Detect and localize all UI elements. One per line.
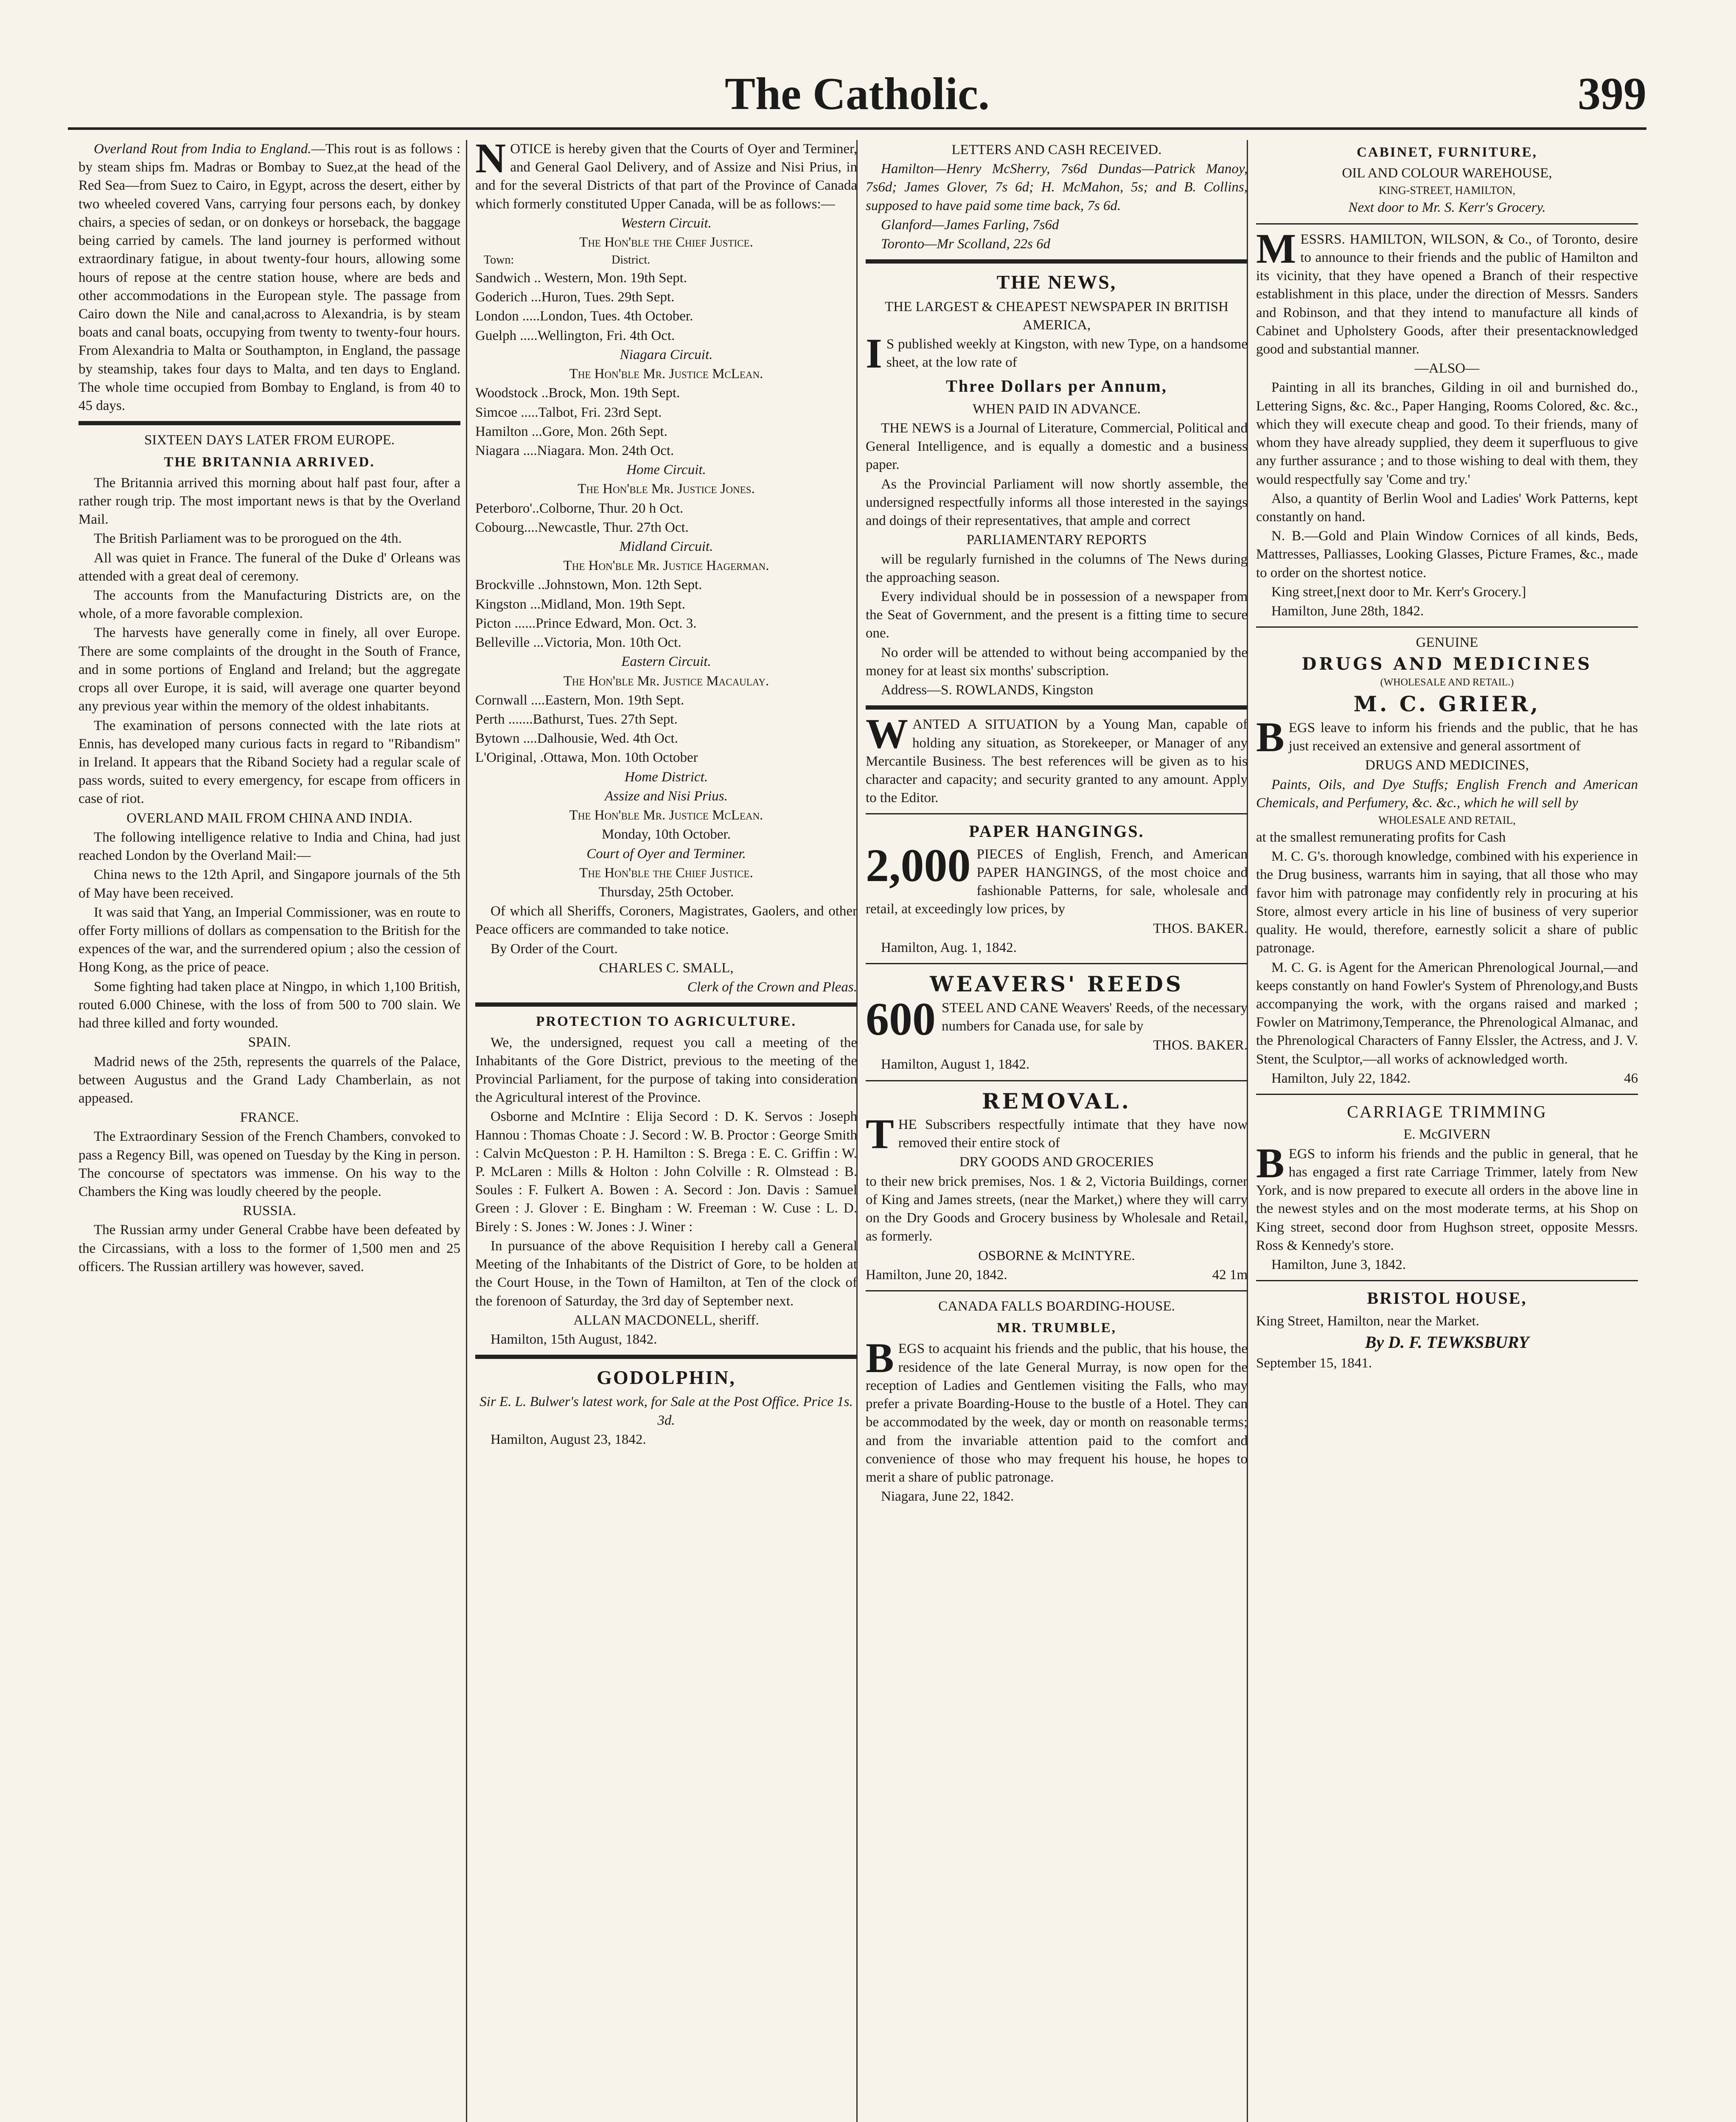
drop-cap: N [475,135,506,182]
paragraph: Address—S. ROWLANDS, Kingston [881,682,1094,698]
paragraph: The harvests have generally come in finely, all over Europe. There are some complaints of the drought in the South of France, and in some portions of England and Ireland; but the aggregate crops all over Europe, it is said, will average one quarter beyond any previous year within the memory of the oldest inhabitants. [79,625,460,714]
section-rule [1256,1280,1638,1281]
paragraph: The Russian army under General Crabbe have been defeated by the Circassians, with a loss to the former of 1,500 men and 25 officers. The Russian artillery was however, saved. [79,1222,460,1274]
home-rows [475,500,857,537]
column-2 [475,135,857,1450]
paragraph: Madrid news of the 25th, represents the quarrels of the Palace, between Augustus and the Grand Lady Chamberlain, as not appeased. [79,1054,460,1106]
paragraph: Toronto—Mr Scolland, 22s 6d [881,236,1051,252]
circuit-row: Cornwall ....Eastern, Mon. 19th Sept. [475,692,684,708]
circuit-row: Guelph .....Wellington, Fri. 4th Oct. [475,328,675,343]
page-number: 399 [1578,69,1646,119]
date-row [866,1266,1248,1284]
grier-heading: M. C. GRIER, [1353,691,1541,717]
judge-line: The Hon'ble Mr. Justice McLean. [569,808,763,823]
weavers-ad [866,993,1248,1045]
judge-line: The Hon'ble Mr. Justice Hagerman. [563,558,769,574]
overland-mail-heading: OVERLAND MAIL FROM CHINA AND INDIA. [126,810,412,826]
overland-article [79,140,460,415]
section-rule [79,421,460,425]
drop-cap: B [1256,713,1284,761]
date-line: Hamilton, June 28th, 1842. [1271,603,1424,619]
address-line: KING-STREET, HAMILTON, [1378,184,1516,197]
signature: ALLAN MACDONELL, sheriff. [573,1312,759,1328]
bristol-heading: BRISTOL HOUSE, [1367,1288,1527,1308]
section-rule [866,963,1248,964]
signature: THOS. BAKER. [1153,921,1248,936]
paragraph: M. C. G. is Agent for the American Phrenological Journal,—and keeps constantly on hand Fowler's System of Phrenology,and Busts accompanying the work, with the organs raised and marked ; Fowler on Matrimony,Temperance, the Phrenological Almanac, and the Phrenological Characters of Fanny Elssler, the Actress, and J. V. Stent, the Sculptor,—all works of acknowledged worth. [1256,960,1638,1067]
paragraph: will be regularly furnished in the columns of The News during the approaching season. [866,551,1248,585]
circuit-heading: Western Circuit. [621,215,712,231]
circuit-row: Brockville ..Johnstown, Mon. 12th Sept. [475,577,702,593]
masthead [68,51,1646,119]
ref-code: 46 [1624,1070,1638,1086]
wanted-ad [866,710,1248,807]
date-line: Hamilton, Aug. 1, 1842. [881,940,1017,955]
paragraph: King street,[next door to Mr. Kerr's Grocery.] [1271,584,1526,600]
column-3 [866,140,1248,1507]
paragraph: The Extraordinary Session of the French Chambers, convoked to pass a Regency Bill, was opened on Tuesday by the King in person. The concourse of spectators was immense. On his way to the Chambers the King was loudly cheered by the people. [79,1129,460,1200]
wholesale-line: WHOLESALE AND RETAIL, [1378,814,1516,826]
paragraph: The British Parliament was to be prorogued on the 4th. [94,531,402,547]
town-header: Town: [484,253,514,267]
circuit-row: L'Original, .Ottawa, Mon. 10th October [475,750,698,766]
drop-cap: W [866,710,908,758]
table-header [475,253,857,268]
removal-ad [866,1110,1248,1157]
date-line: September 15, 1841. [1256,1356,1372,1371]
paragraph: WHEN PAID IN ADVANCE. [972,401,1141,417]
godolphin-heading: GODOLPHIN, [597,1367,736,1389]
tewksbury-line: By D. F. TEWKSBURY [1365,1332,1529,1352]
circuit-row: Perth .......Bathurst, Tues. 27th Sept. [475,712,678,727]
paragraph: The following intelligence relative to India and China, had just reached London by the Overland Mail:— [79,829,460,864]
sixteen-days-heading: SIXTEEN DAYS LATER FROM EUROPE. [144,432,395,448]
paragraph: at the smallest remunerating profits for Cash [1256,829,1506,845]
carriage-heading: CARRIAGE TRIMMING [1347,1102,1547,1122]
paragraph: In pursuance of the above Requisition I hereby call a General Meeting of the Inhabitants of the District of Gore, to be holden at the Court House, in the Town of Hamilton, at Ten of the clock of the forenoon of Saturday, the 3rd day of September next. [475,1238,857,1309]
district-heading: Home District. [624,769,708,785]
paragraph: Osborne and McIntire : Elija Secord : D. K. Servos : Joseph Hannou : Thomas Choate : J. Secord : W. B. Proctor : George Smith : Calvin McQueston : P. H. Hamilton : S. Brega : E. C. Griffin : W. P. McLaren : Mills & Holton : John Colville : R. Olmstead : B. Soules : F. Fulkert A. Bowen : A. Secord : Jon. Davis : Samuel Green : J. Glover : E. Bingham : W. Freeman : W. Cuse : L. D. Birely : S. Jones : W. Jones : J. Winer : [475,1109,857,1235]
goods-heading: DRY GOODS AND GROCERIES [959,1154,1154,1170]
judge-line: The Hon'ble Mr. Justice McLean. [569,366,763,382]
masthead-rule [68,127,1646,130]
paper-heading: PAPER HANGINGS. [969,822,1144,841]
drugs-subheading: DRUGS AND MEDICINES, [1365,758,1529,773]
circuit-row: Kingston ...Midland, Mon. 19th Sept. [475,596,686,612]
paragraph: The accounts from the Manufacturing Districts are, on the whole, of a more favorable complexion. [79,588,460,622]
circuit-row: Woodstock ..Brock, Mon. 19th Sept. [475,385,680,401]
signature: OSBORNE & McINTYRE. [978,1248,1135,1263]
paragraph: N. B.—Gold and Plain Window Cornices of all kinds, Beds, Mattresses, Palliasses, Looking Glasses, Picture Frames, &c., made to order on the shortest notice. [1256,528,1638,581]
column-4 [1256,140,1638,1373]
paragraph: Glanford—James Farling, 7s6d [881,217,1059,233]
paragraph: Every individual should be in possession of a newspaper from the Seat of Government, and the present is a fitting time to secure one. [866,589,1248,641]
paragraph: Also, a quantity of Berlin Wool and Ladies' Work Patterns, kept constantly on hand. [1256,491,1638,525]
assize-heading: Assize and Nisi Prius. [605,788,728,804]
judge-line: The Hon'ble Mr. Justice Macaulay. [563,673,769,689]
court-heading: Court of Oyer and Terminer. [586,846,746,862]
date-line: Niagara, June 22, 1842. [881,1489,1014,1504]
district-header: District. [611,253,651,267]
paragraph: As the Provincial Parliament will now shortly assemble, the undersigned respectfully informs all those interested in the sayings and doings of their representatives, that ample and correct [866,476,1248,529]
judge-line: The Hon'ble the Chief Justice. [579,235,753,250]
paragraph: HE Subscribers respectfully intimate that they have now removed their entire stock of [898,1117,1248,1151]
circuit-row: Niagara ....Niagara. Mon. 24th Oct. [475,443,674,458]
section-rule [866,259,1248,264]
signature: THOS. BAKER. [1153,1038,1248,1053]
section-rule [866,1290,1248,1291]
price-line: Three Dollars per Annum, [946,376,1167,396]
circuit-row: Simcoe .....Talbot, Fri. 23rd Sept. [475,404,662,420]
circuit-heading: Home Circuit. [626,462,706,478]
date-line: Hamilton, August 1, 1842. [881,1057,1030,1072]
date-line: Hamilton, 15th August, 1842. [491,1332,657,1347]
paragraph: Hamilton—Henry McSherry, 7s6d Dundas—Patrick Manoy, 7s6d; James Glover, 7s 6d; H. McMahon, 5s; and B. Collins, supposed to have paid some time back, 7s 6d. [866,161,1248,213]
circuit-row: Belleville ...Victoria, Mon. 10th Oct. [475,635,681,651]
overland-title: Overland Rout from India to England. [94,141,311,157]
russia-heading: RUSSIA. [243,1203,296,1219]
circuit-heading: Eastern Circuit. [621,654,711,670]
judge-line: The Hon'ble Mr. Justice Jones. [578,481,755,497]
big-number: 600 [866,993,936,1045]
drop-cap: I [866,330,882,377]
circuit-row: Hamilton ...Gore, Mon. 26th Sept. [475,424,667,439]
wholesale-line: (WHOLESALE AND RETAIL.) [1380,676,1514,688]
circuit-row: Sandwich .. Western, Mon. 19th Sept. [475,270,687,286]
also-line: —ALSO— [1414,361,1480,376]
drop-cap: M [1256,225,1296,272]
paragraph: ESSRS. HAMILTON, WILSON, & Co., of Toronto, desire to announce to their friends and the public of Hamilton and its vicinity, that they have opened a Branch of their respective establishment in this place, under the direction of Messrs. Sanders and Robinson, and that they intend to manufacture all kinds of Cabinet and Upholstery Goods, after their presentacknowledged good and substantial manner. [1256,231,1638,357]
paper-ad [866,839,1248,919]
section-rule [1256,626,1638,628]
paragraph: EGS leave to inform his friends and the public, that he has just received an extensive and general assortment of [1288,720,1638,754]
paragraph: Paints, Oils, and Dye Stuffs; English French and American Chemicals, and Perfumery, &c. &c., which he will sell by [1256,777,1638,811]
paragraph: It was said that Yang, an Imperial Commissioner, was en route to offer Forty millions of dollars as compensation to the British for the expences of the war, and the surrendered opium ; also the cession of Hong Kong, as the price of peace. [79,904,460,975]
paragraph: By Order of the Court. [491,941,618,957]
paragraph: THE NEWS is a Journal of Literature, Commercial, Political and General Intelligence, and is equally a domestic and a business paper. [866,421,1248,473]
date-line: Hamilton, August 23, 1842. [491,1432,646,1447]
midland-rows [475,576,857,652]
column-1 [79,140,460,1277]
news-heading: THE NEWS, [996,271,1117,293]
boarding-heading: CANADA FALLS BOARDING-HOUSE. [938,1298,1175,1314]
section-rule [1256,1094,1638,1095]
paragraph: ANTED A SITUATION by a Young Man, capable of holding any situation, as Storekeeper, or Manager of any Mercantile Business. The best references will be given as to his character and capacity; and security granted to any amount. Apply to the Editor. [866,717,1248,806]
signature-title: Clerk of the Crown and Pleas. [687,980,857,995]
niagara-rows [475,384,857,460]
western-rows [475,269,857,345]
date-line: Thursday, 25th October. [598,884,734,900]
paragraph: Painting in all its branches, Gilding in oil and burnished do., Lettering Signs, &c. &c., Paper Hanging, Rooms Colored, &c. &c., which they will execute cheap and good. To their friends, many of whom they have already supplied, they deem it superfluous to give any further assurance ; and to those wishing to deal with them, they would respectfully say 'Come and try.' [1256,380,1638,487]
circuit-row: Picton ......Prince Edward, Mon. Oct. 3. [475,615,697,631]
circuit-row: Bytown ....Dalhousie, Wed. 4th Oct. [475,731,678,747]
paragraph: Of which all Sheriffs, Coroners, Magistrates, Gaolers, and other Peace officers are commanded to take notice. [475,904,857,937]
address-line: Next door to Mr. S. Kerr's Grocery. [1348,200,1546,216]
paragraph: All was quiet in France. The funeral of the Duke d' Orleans was attended with a great deal of ceremony. [79,550,460,584]
drugs-heading: DRUGS AND MEDICINES [1301,654,1593,674]
genuine-heading: GENUINE [1416,635,1478,651]
signature: CHARLES C. SMALL, [599,960,734,976]
trumble-ad [866,1334,1248,1487]
section-rule [475,1355,857,1359]
spain-heading: SPAIN. [248,1035,291,1050]
drop-cap: T [866,1110,894,1157]
paragraph: Sir E. L. Bulwer's latest work, for Sale at the Post Office. Price 1s. 3d. [480,1394,853,1428]
cabinet-heading: CABINET, FURNITURE, [1357,145,1537,160]
section-rule [1256,223,1638,225]
paragraph: to their new brick premises, Nos. 1 & 2, Victoria Buildings, corner of King and James streets, (near the Market,) where they will carry on the Dry Goods and Grocery business by Wholesale and Retail, as formerly. [866,1173,1248,1244]
circuit-row: Peterboro'..Colborne, Thur. 20 h Oct. [475,500,684,516]
grier-ad [1256,713,1638,761]
judge-line: The Hon'ble the Chief Justice. [579,865,753,881]
section-rule [866,1080,1248,1081]
circuit-heading: Niagara Circuit. [620,347,713,362]
paragraph: No order will be attended to without being accompanied by the money for at least six months' subscription. [866,645,1248,679]
paragraph: EGS to inform his friends and the public in general, that he has engaged a first rate Carriage Trimmer, lately from New York, and is now prepared to execute all orders in the above line in the newest styles and on the most moderate terms, at his Shop on King street, second door from Hughson street, opposite Messrs. Ross & Kennedy's store. [1256,1146,1638,1253]
paragraph: S published weekly at Kingston, with new Type, on a handsome sheet, at the low rate of [886,337,1248,371]
circuit-row: London .....London, Tues. 4th October. [475,309,693,324]
section-rule [475,1002,857,1007]
circuit-heading: Midland Circuit. [619,539,713,555]
drop-cap: B [1256,1139,1284,1187]
paragraph: We, the undersigned, request you call a meeting of the Inhabitants of the Gore District, previous to the meeting of the Provincial Parliament, for the purpose of taking into consideration the Agricultural interest of the Province. [475,1035,857,1106]
date-line: Hamilton, July 22, 1842. [1271,1070,1411,1086]
paragraph: Some fighting had taken place at Ningpo, in which 1,100 British, routed 6.000 Chinese, with the loss of from 500 to 700 slain. We had three killed and forty wounded. [79,979,460,1031]
drop-cap: B [866,1334,894,1382]
big-number: 2,000 [866,839,971,891]
ref-code: 42 1m [1212,1267,1248,1283]
carriage-ad [1256,1139,1638,1255]
trumble-heading: MR. TRUMBLE, [997,1320,1116,1336]
eastern-rows [475,691,857,767]
news-subheading: THE LARGEST & CHEAPEST NEWSPAPER IN BRITISH AMERICA, [885,299,1228,333]
protection-heading: PROTECTION TO AGRICULTURE. [536,1014,796,1030]
weavers-heading: WEAVERS' REEDS [930,971,1184,997]
paragraph: King Street, Hamilton, near the Market. [1256,1313,1480,1329]
messrs-ad [1256,225,1638,359]
newspaper-title: The Catholic. [724,69,990,119]
circuit-row: Goderich ...Huron, Tues. 29th Sept. [475,289,675,305]
column-divider [466,140,467,2122]
news-ad [866,330,1248,377]
paragraph: China news to the 12th April, and Singapore journals of the 5th of May have been received. [79,867,460,901]
paragraph: EGS to acquaint his friends and the public, that his house, the residence of the late General Murray, is now open for the reception of Ladies and Gentlemen visiting the Falls, who may prefer a private Boarding-House to the bustle of a Hotel. They can be accommodated by the week, day or month on reasonable terms; and from the invariable attention paid to the comfort and convenience of those who may frequent his house, he hopes to merit a share of public patronage. [866,1341,1248,1485]
date-line: Hamilton, June 20, 1842. [866,1267,1007,1283]
overland-text: —This rout is as follows : by steam ships fm. Madras or Bombay to Suez,at the head of the Red Sea—from Suez to Cairo, in Egypt, across the desert, either by two wheeled covered Vans, carrying four persons each, by donkey chairs, a species of sedan, or on donkeys or horseback, the baggage being carried by camels. The land journey is performed without extraordinary fatigue, in about twenty-four hours, allowing some hours of repose at the centre station house, where are beds and other accommodations in the European style. The passage from Cairo down the Nile and canal,across to Alexandria, is by steam boats and canal boats, occupying from twenty to twenty-four hours. From Alexandria to Malta or Southampton, in England, the passage by steamship, takes four days to Malta, and ten days to England. The whole time occupied from Bombay to England, is from 40 to 45 days. [79,141,461,414]
date-line: Monday, 10th October. [602,827,731,842]
britannia-heading: THE BRITANNIA ARRIVED. [164,454,375,470]
date-line: Hamilton, June 3, 1842. [1271,1257,1406,1272]
removal-heading: REMOVAL. [982,1088,1131,1114]
circuit-row: Cobourg....Newcastle, Thur. 27th Oct. [475,519,689,535]
date-row [1256,1069,1638,1088]
notice-text: OTICE is hereby given that the Courts of Oyer and Terminer, and General Gaol Delivery, and of Assize and Nisi Prius, in and for the several Districts of that part of the Province of Canada which formerly constituted Upper Canada, will be as follows:— [475,141,857,212]
paragraph: PIECES of English, French, and American PAPER HANGINGS, of the most choice and fashionable Patterns, for sale, wholesale and retail, at exceedingly low prices, by [866,846,1248,917]
paragraph: The examination of persons connected with the late riots at Ennis, has developed many curious facts in regard to "Ribandism" in Ireland. It appears that the Riband Society had a regular scale of pass words, suited to every emergency, for escape from officers in case of riot. [79,718,460,807]
section-rule [866,813,1248,814]
paragraph: STEEL AND CANE Weavers' Reeds, of the necessary numbers for Canada use, for sale by [942,1000,1248,1034]
letters-heading: LETTERS AND CASH RECEIVED. [951,142,1162,157]
reports-heading: PARLIAMENTARY REPORTS [966,532,1147,548]
paragraph: M. C. G's. thorough knowledge, combined with his experience in the Drug business, warrants him in saying, that all those who may favor him with patronage may confidently rely in procuring at his Store, almost every article in his line of business of very superior quality. He would, therefore, earnestly solicit a share of public patronage. [1256,849,1638,956]
oil-heading: OIL AND COLOUR WAREHOUSE, [1342,166,1552,181]
court-notice [475,135,857,213]
france-heading: FRANCE. [240,1110,299,1126]
paragraph: The Britannia arrived this morning about half past four, after a rather rough trip. The most important news is that by the Overland Mail. [79,475,460,528]
section-rule [866,705,1248,710]
mcgivern-line: E. McGIVERN [1403,1127,1491,1142]
